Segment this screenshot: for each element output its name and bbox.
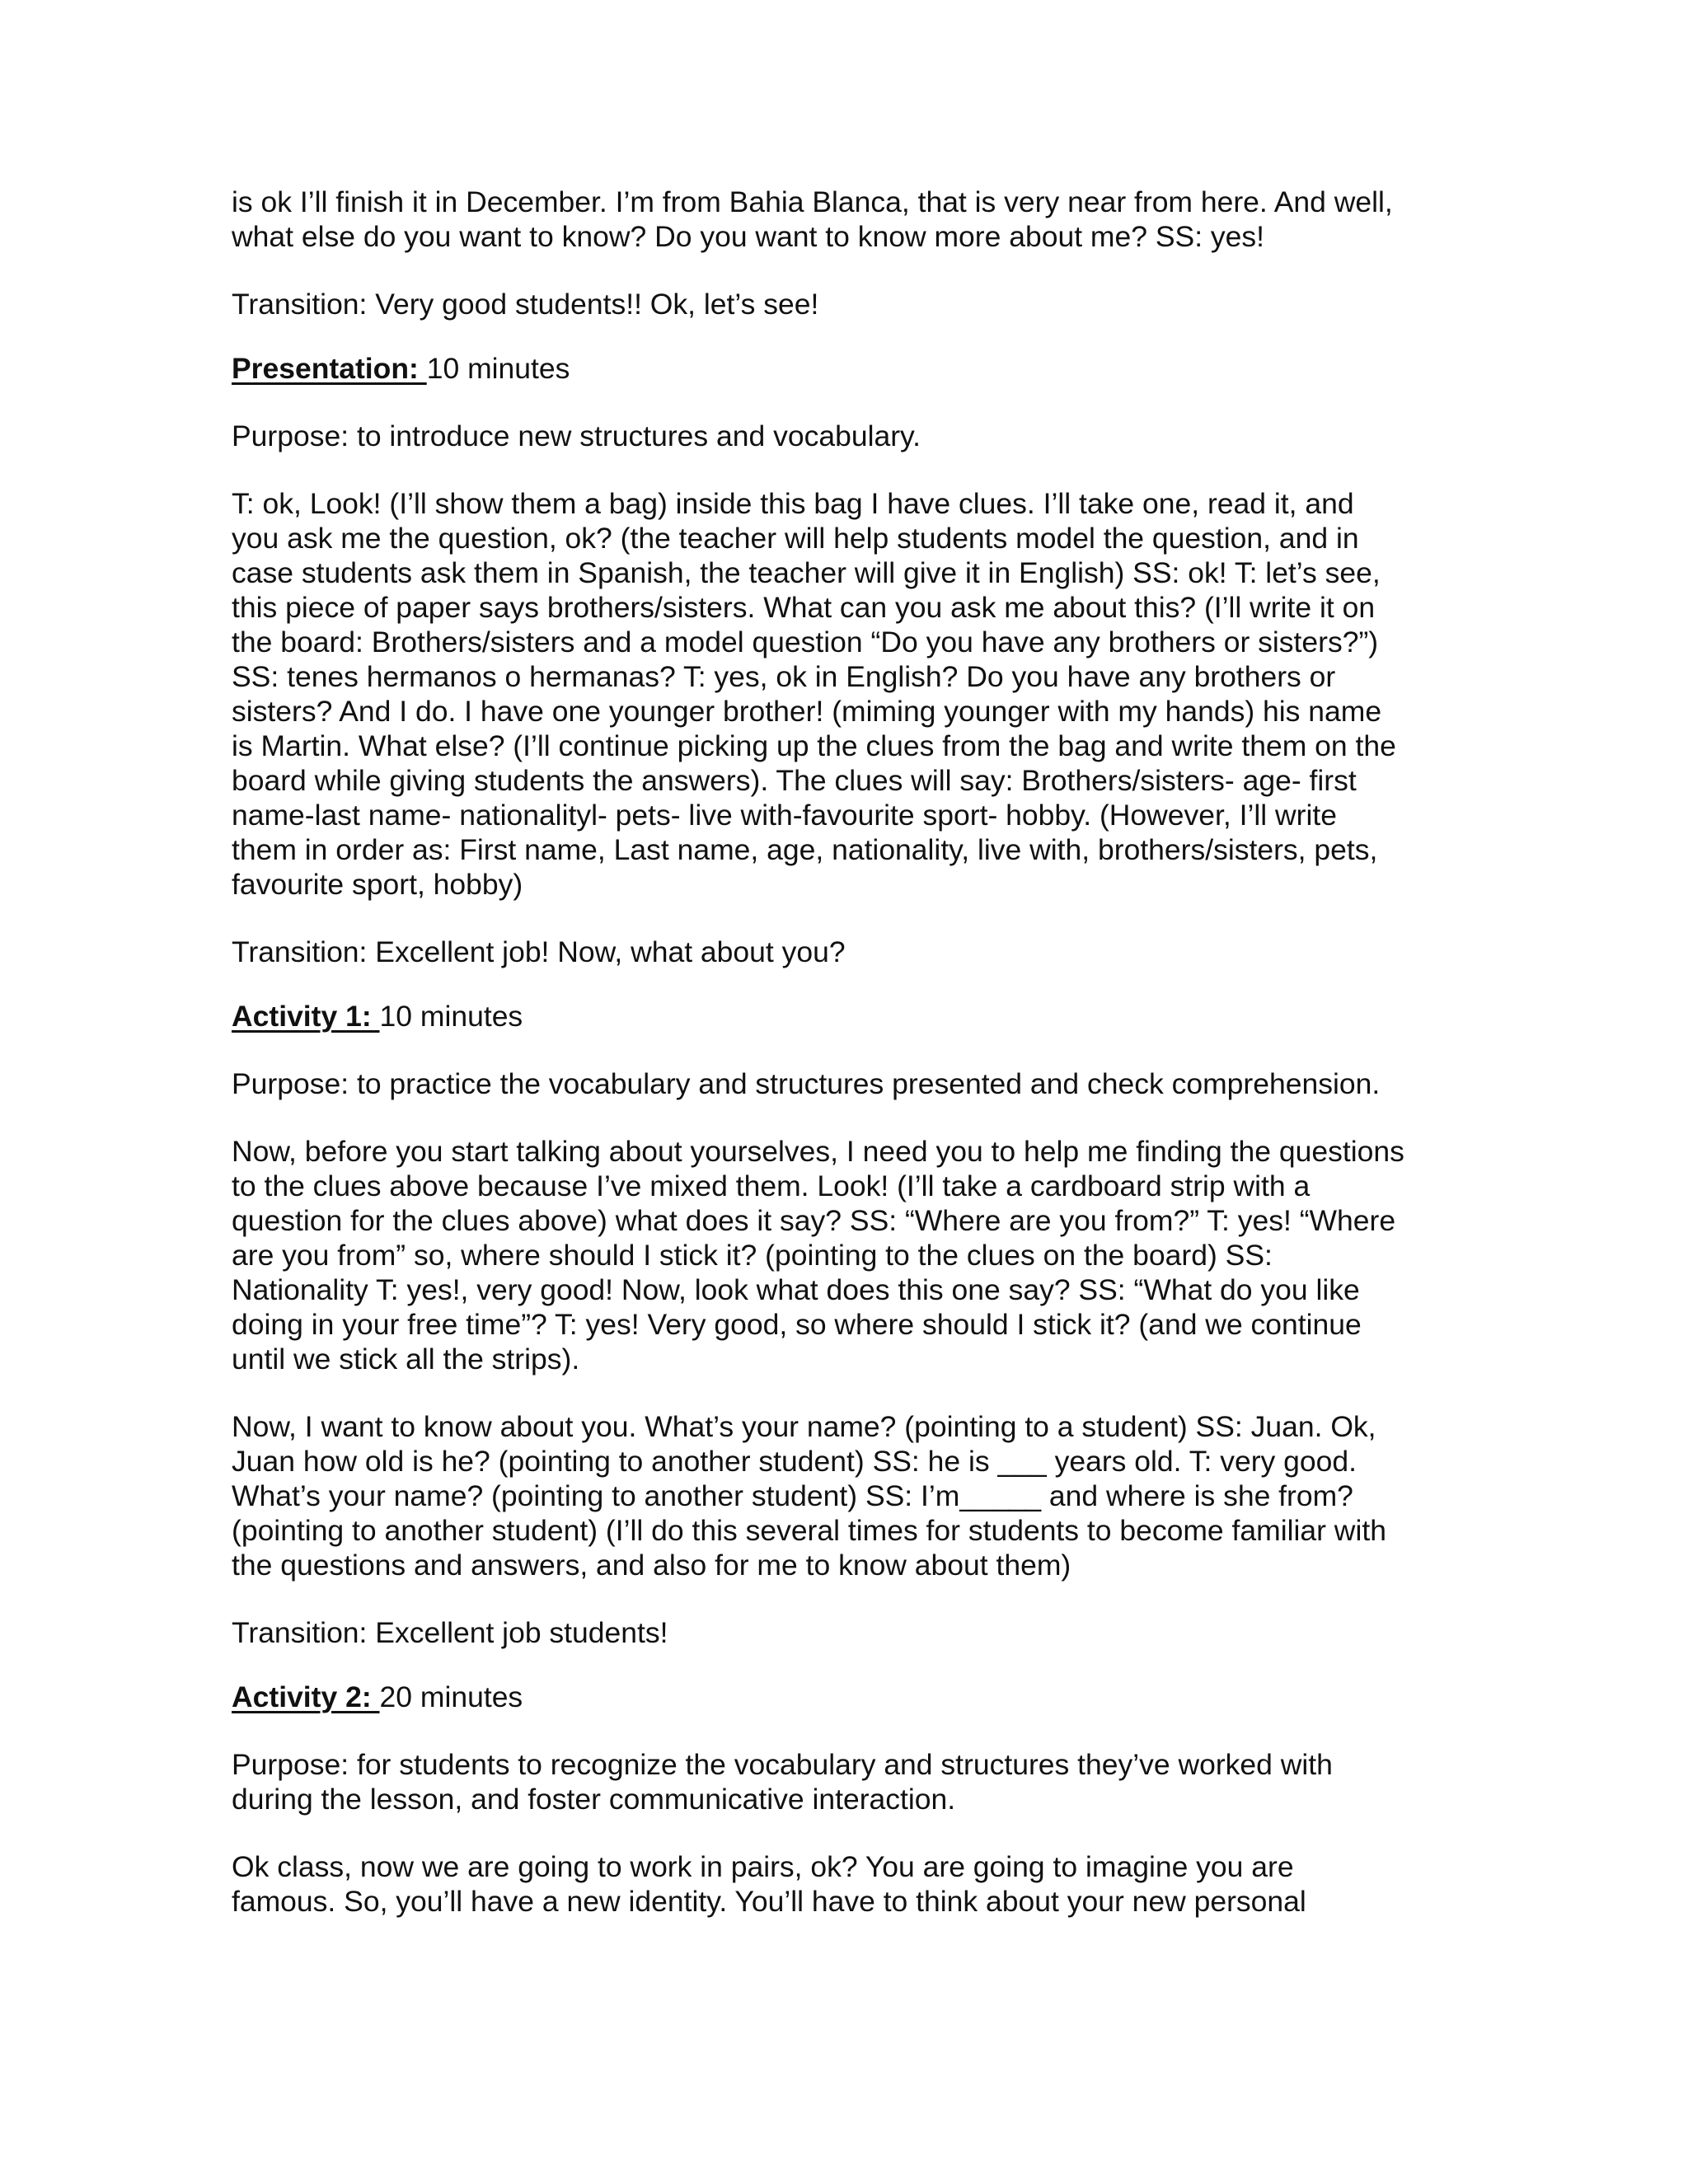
intro-line: what else do you want to know? Do you want to know more about me? SS: yes!: [232, 220, 1265, 253]
presentation-label: Presentation:: [232, 352, 427, 385]
activity-2-purpose: [232, 1747, 1451, 1816]
transition-text: Transition: Very good students!! Ok, let’s see!: [232, 288, 819, 321]
presentation-line: SS: tenes hermanos o hermanas? T: yes, ok in English? Do you have any brothers or: [232, 660, 1336, 693]
presentation-duration: 10 minutes: [426, 352, 570, 385]
activity-1-line: to the clues above because I’ve mixed them. Look! (I’ll take a cardboard strip with a: [232, 1169, 1311, 1202]
activity-2-paragraph: [232, 1849, 1451, 1919]
presentation-heading: [232, 351, 1451, 386]
activity-1-duration: 10 minutes: [379, 1000, 523, 1033]
document-body: [232, 185, 1451, 1919]
presentation-line: you ask me the question, ok? (the teacher will help students model the question, and in: [232, 522, 1359, 555]
activity-1-purpose: Purpose: to practice the vocabulary and structures presented and check comprehension.: [232, 1067, 1381, 1100]
transition-text: Transition: Excellent job! Now, what about you?: [232, 935, 846, 968]
activity-1-line: until we stick all the strips).: [232, 1343, 580, 1376]
activity-2-line: famous. So, you’ll have a new identity. You’ll have to think about your new personal: [232, 1885, 1306, 1918]
presentation-line: name-last name- nationalityl- pets- live with-favourite sport- hobby. (However, I’ll write: [232, 799, 1337, 832]
presentation-line: T: ok, Look! (I’ll show them a bag) inside this bag I have clues. I’ll take one, read it, and: [232, 487, 1354, 520]
activity-2-purpose-line: Purpose: for students to recognize the vocabulary and structures they’ve worked with: [232, 1748, 1333, 1781]
activity-2-purpose-line: during the lesson, and foster communicative interaction.: [232, 1783, 956, 1816]
presentation-line: favourite sport, hobby): [232, 868, 523, 901]
activity-1-line: Now, before you start talking about yourselves, I need you to help me finding the questions: [232, 1135, 1404, 1168]
activity-1-line: What’s your name? (pointing to another student) SS: I’m_____ and where is she from?: [232, 1479, 1353, 1512]
presentation-line: them in order as: First name, Last name, age, nationality, live with, brothers/sisters, pets,: [232, 833, 1378, 866]
intro-line: is ok I’ll finish it in December. I’m from Bahia Blanca, that is very near from here. And well,: [232, 185, 1393, 218]
intro-paragraph: [232, 185, 1451, 254]
presentation-line: the board: Brothers/sisters and a model question “Do you have any brothers or sisters?”): [232, 626, 1379, 658]
activity-1-line: doing in your free time”? T: yes! Very good, so where should I stick it? (and we continue: [232, 1308, 1362, 1341]
activity-1-paragraph: [232, 1134, 1451, 1376]
activity-1-line: Nationality T: yes!, very good! Now, look what does this one say? SS: “What do you like: [232, 1273, 1360, 1306]
activity-1-line: Now, I want to know about you. What’s your name? (pointing to a student) SS: Juan. Ok,: [232, 1410, 1376, 1443]
presentation-line: board while giving students the answers). The clues will say: Brothers/sisters- age- first: [232, 764, 1357, 797]
activity-1-line: Juan how old is he? (pointing to another student) SS: he is ___ years old. T: very good.: [232, 1445, 1357, 1478]
activity-1-line: the questions and answers, and also for me to know about them): [232, 1549, 1071, 1582]
presentation-purpose: Purpose: to introduce new structures and vocabulary.: [232, 419, 921, 452]
activity-1-line: (pointing to another student) (I’ll do this several times for students to become familiar with: [232, 1514, 1386, 1547]
activity-1-line: are you from” so, where should I stick it? (pointing to the clues on the board) SS:: [232, 1239, 1273, 1272]
presentation-line: sisters? And I do. I have one younger brother! (miming younger with my hands) his name: [232, 695, 1382, 728]
activity-2-line: Ok class, now we are going to work in pairs, ok? You are going to imagine you are: [232, 1850, 1294, 1883]
presentation-line: is Martin. What else? (I’ll continue picking up the clues from the bag and write them on the: [232, 729, 1396, 762]
presentation-line: case students ask them in Spanish, the teacher will give it in English) SS: ok! T: let’s see,: [232, 556, 1381, 589]
activity-2-heading: [232, 1680, 1451, 1714]
activity-1-label: Activity 1:: [232, 1000, 380, 1033]
activity-1-paragraph: [232, 1409, 1451, 1582]
transition-text: Transition: Excellent job students!: [232, 1616, 668, 1649]
activity-1-line: question for the clues above) what does it say? SS: “Where are you from?” T: yes! “Where: [232, 1204, 1396, 1237]
presentation-paragraph: [232, 486, 1451, 902]
activity-2-duration: 20 minutes: [379, 1680, 523, 1713]
activity-2-label: Activity 2:: [232, 1680, 380, 1713]
presentation-line: this piece of paper says brothers/sisters. What can you ask me about this? (I’ll write it on: [232, 591, 1376, 624]
activity-1-heading: [232, 999, 1451, 1033]
